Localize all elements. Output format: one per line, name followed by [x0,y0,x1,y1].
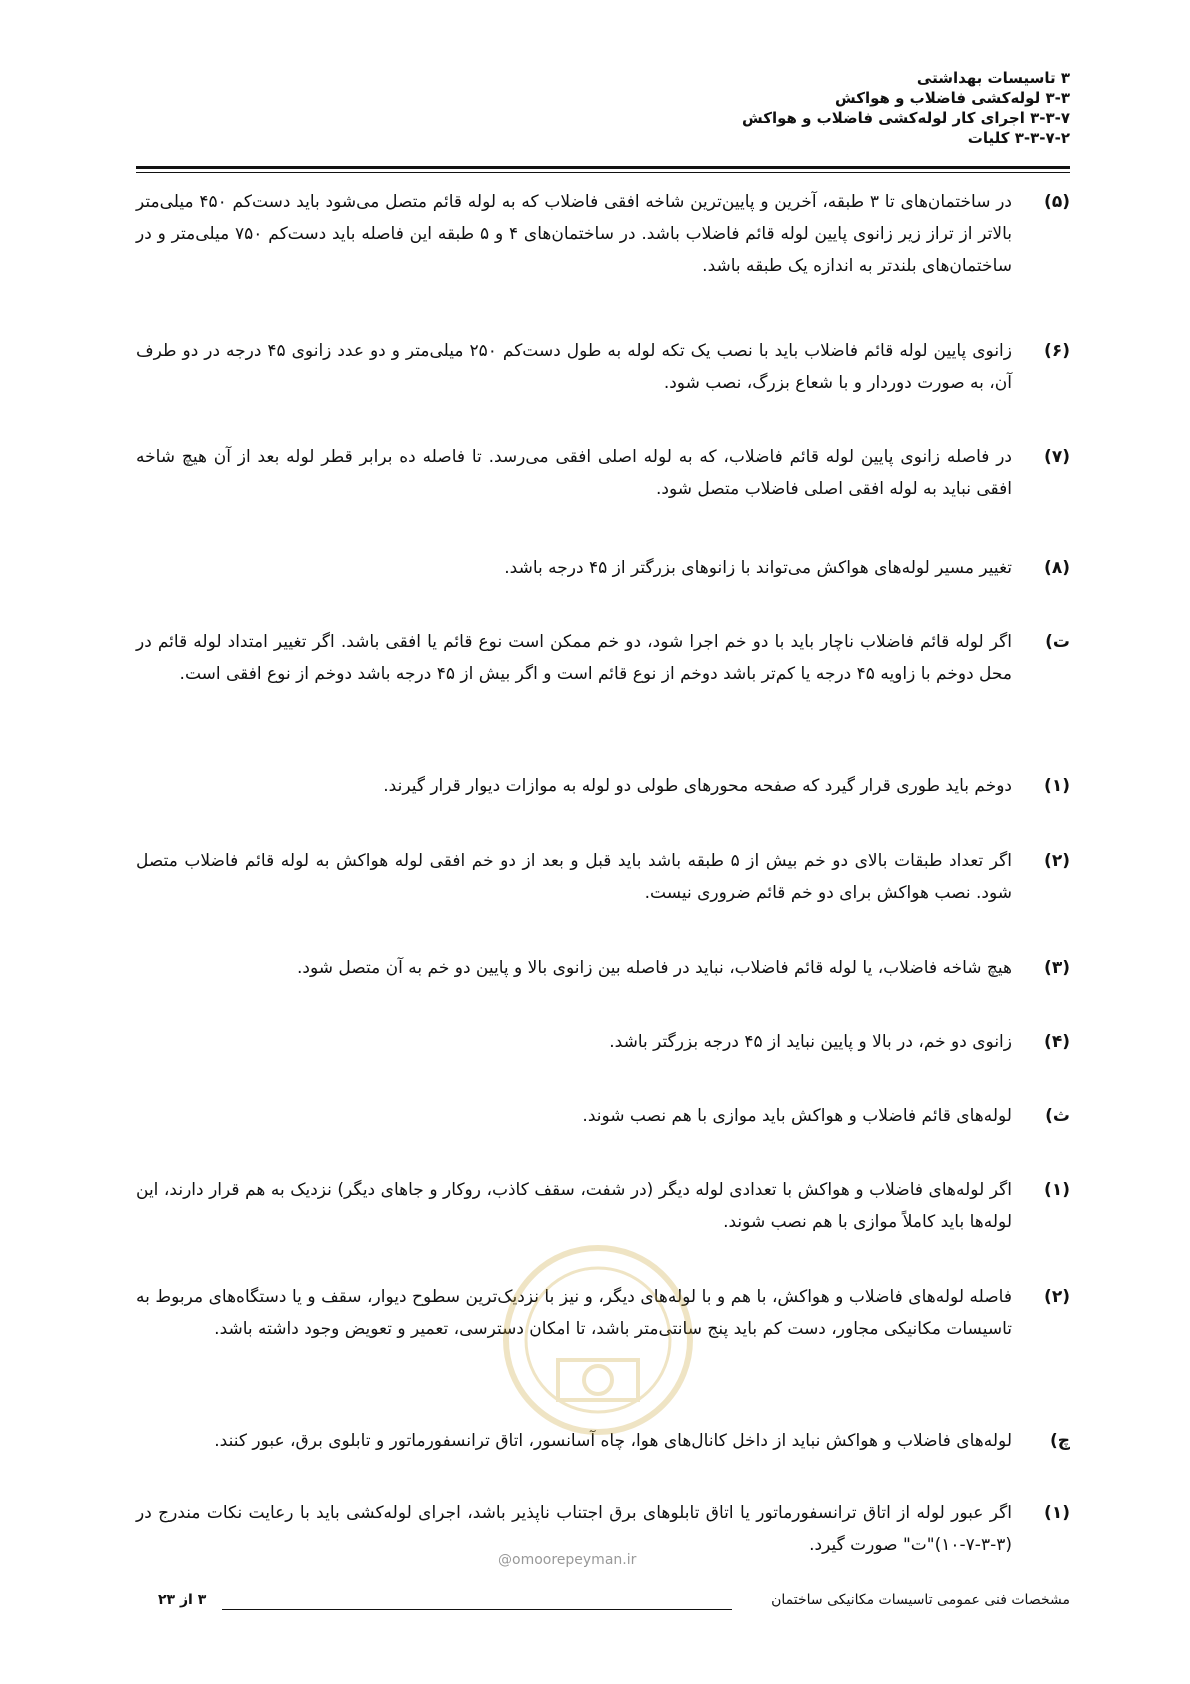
item-text: دوخم باید طوری قرار گیرد که صفحه محورهای طولی دو لوله به موازات دیوار قرار گیرند. [383,776,1012,796]
item-text: اگر تعداد طبقات بالای دو خم بیش از ۵ طبقه باشد باید قبل و بعد از دو خم افقی لوله هواکش به لوله قائم فاضلاب متصل شود. نصب هواکش برای دو خم قائم ضروری نیست. [136,851,1012,903]
footer-rule [222,1609,732,1610]
item-marker: (۴) [1044,1032,1070,1052]
item-marker: (۱) [1044,776,1070,796]
item-text: لوله‌های فاضلاب و هواکش نباید از داخل کانال‌های هوا، چاه آسانسور، اتاق ترانسفورماتور و تابلوی برق، عبور کنند. [214,1431,1012,1451]
watermark-logo [488,1240,708,1440]
header-rule-thick [136,166,1070,169]
item-marker: (۱) [1044,1503,1070,1523]
item-marker: (۵) [1044,192,1070,212]
item-marker: (۳) [1044,958,1070,978]
header-rule-thin [136,172,1070,173]
item-text: تغییر مسیر لوله‌های هواکش می‌تواند با زانوهای بزرگتر از ۴۵ درجه باشد. [504,558,1012,578]
list-item [136,1174,1070,1238]
item-marker: (۲) [1044,1287,1070,1307]
list-item [136,186,1070,282]
header-line-1: ۳ تاسیسات بهداشتی [916,69,1070,87]
item-text: اگر لوله‌های فاضلاب و هواکش با تعدادی لوله دیگر (در شفت، سقف کاذب، روکار و جاهای دیگر) نزدیک به هم قرار دارند، این لوله‌ها باید کاملاً موازی با هم نصب شوند. [136,1180,1012,1232]
item-text: اگر لوله قائم فاضلاب ناچار باید با دو خم اجرا شود، دو خم ممکن است نوع قائم یا افقی باشد. اگر تغییر امتداد لوله قائم در محل دوخم با زاویه ۴۵ درجه یا کم‌تر باشد دوخم از نوع قائم است و اگر بیش از ۴۵ درجه باشد دوخم از نوع افقی است. [136,632,1012,684]
footer-title: مشخصات فنی عمومی تاسیسات مکانیکی ساختمان [771,1592,1070,1608]
item-text: اگر عبور لوله از اتاق ترانسفورماتور یا اتاق تابلوهای برق اجتناب ناپذیر باشد، اجرای لوله‌کشی باید با رعایت نکات مندرج در (۳-۳-۷-۱۰)"ت" صورت گیرد. [136,1503,1012,1555]
list-item [136,845,1070,909]
list-item [136,441,1070,505]
item-text: در فاصله زانوی پایین لوله قائم فاضلاب، که به لوله اصلی افقی می‌رسد. تا فاصله ده برابر قطر لوله بعد از آن هیچ شاخه افقی نباید به لوله افقی اصلی فاضلاب متصل شود. [136,447,1012,499]
watermark-text: @omoorepeyman.ir [498,1552,637,1568]
item-text: زانوی دو خم، در بالا و پایین نباید از ۴۵ درجه بزرگتر باشد. [609,1032,1012,1052]
item-text: لوله‌های قائم فاضلاب و هواکش باید موازی با هم نصب شوند. [582,1106,1012,1126]
header-line-2: ۳-۳ لوله‌کشی فاضلاب و هواکش [835,89,1070,107]
item-marker: (۲) [1044,851,1070,871]
item-text: زانوی پایین لوله قائم فاضلاب باید با نصب یک تکه لوله به طول دست‌کم ۲۵۰ میلی‌متر و دو عدد زانوی ۴۵ درجه در دو طرف آن، به صورت دوردار و با شعاع بزرگ، نصب شود. [136,341,1012,393]
list-item [136,335,1070,399]
item-marker: (۶) [1044,341,1070,361]
page-number: ۳ از ۲۳ [158,1592,207,1608]
list-item [136,552,1070,584]
item-marker: ت) [1045,632,1070,652]
header-line-3: ۳-۳-۷ اجرای کار لوله‌کشی فاضلاب و هواکش [742,109,1070,127]
item-marker: (۷) [1044,447,1070,467]
list-item [136,626,1070,690]
item-marker: چ) [1049,1431,1070,1451]
item-marker: (۸) [1044,558,1070,578]
item-text: هیچ شاخه فاضلاب، یا لوله قائم فاضلاب، نباید در فاصله بین زانوی بالا و پایین دو خم به آن متصل شود. [296,958,1012,978]
list-item [136,770,1070,802]
item-text: فاصله لوله‌های فاضلاب و هواکش، با هم و با لوله‌های دیگر، و نیز با نزدیک‌ترین سطوح دیوار، سقف و یا دستگاه‌های مربوط به تاسیسات مکانیکی مجاور، دست کم باید پنج سانتی‌متر باشد، تا امکان دسترسی، تعمیر و تعویض وجود داشته باشد. [136,1287,1012,1339]
item-text: در ساختمان‌های تا ۳ طبقه، آخرین و پایین‌ترین شاخه افقی فاضلاب که به لوله قائم متصل می‌شود باید دست‌کم ۴۵۰ میلی‌متر بالاتر از تراز زیر زانوی پایین لوله قائم فاضلاب باشد. در ساختمان‌های ۴ و ۵ طبقه این فاصله باید دست‌کم ۷۵۰ میلی‌متر و در ساختمان‌های بلندتر به اندازه یک طبقه باشد. [136,192,1013,276]
list-item [136,1100,1070,1132]
header [470,68,1070,148]
item-marker: ث) [1045,1106,1070,1126]
item-marker: (۱) [1044,1180,1070,1200]
list-item [136,1026,1070,1058]
header-line-4: ۳-۳-۷-۲ کلیات [967,129,1070,147]
list-item [136,952,1070,984]
